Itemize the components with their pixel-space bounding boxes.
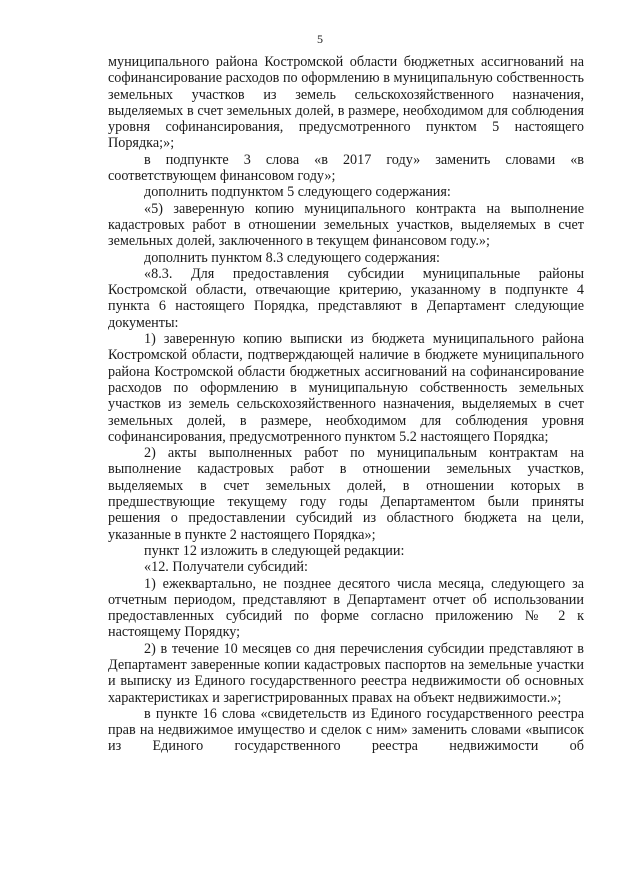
document-body bbox=[108, 54, 584, 755]
paragraph: 2) в течение 10 месяцев со дня перечисления субсидии представляют в Департамент заверенные копии кадастровых паспортов на земельные участки и выписку из Единого государственного реестра недвижимости об основных характеристиках и зарегистрированных правах на объект недвижимости.»; bbox=[108, 640, 584, 706]
paragraph: пункт 12 изложить в следующей редакции: bbox=[144, 542, 405, 559]
paragraph: в пункте 16 слова «свидетельств из Единого государственного реестра прав на недвижимое имущество и сделок с ним» заменить словами «выписок из Единого государственного реестра недвижимости об bbox=[108, 705, 584, 755]
paragraph: 2) акты выполненных работ по муниципальным контрактам на выполнение кадастровых работ в отношении земельных участков, выделяемых в счет земельных долей, в отношении которых в предшествующие текущему году годы Департаментом были приняты решения о предоставлении субсидий из областного бюджета на цели, указанные в пункте 2 настоящего Порядка»; bbox=[108, 445, 584, 543]
paragraph: дополнить подпунктом 5 следующего содержания: bbox=[144, 184, 451, 201]
page-number: 5 bbox=[317, 32, 323, 46]
paragraph: 1) ежеквартально, не позднее десятого числа месяца, следующего за отчетным периодом, представляют в Департамент отчет об использовании предоставленных субсидий по форме согласно приложению № 2 к настоящему Порядку; bbox=[108, 575, 584, 641]
paragraph: «8.3. Для предоставления субсидии муниципальные районы Костромской области, отвечающие критерию, указанному в подпункте 4 пункта 6 настоящего Порядка, представляют в Департамент следующие документы: bbox=[108, 265, 584, 331]
paragraph: «5) заверенную копию муниципального контракта на выполнение кадастровых работ в отношении земельных участков, выделяемых в счет земельных долей, заключенного в текущем финансовом году.»; bbox=[108, 200, 584, 250]
paragraph: 1) заверенную копию выписки из бюджета муниципального района Костромской области, подтверждающей наличие в бюджете муниципального района Костромской области бюджетных ассигнований на софинансирование расходов по оформлению в муниципальную собственность земельных участков из земель сельскохозяйственного назначения, выделяемых в счет земельных долей, в размере, необходимом для соблюдения уровня софинансирования, предусмотренного пунктом 5.2 настоящего Порядка; bbox=[108, 331, 584, 445]
paragraph: дополнить пунктом 8.3 следующего содержания: bbox=[144, 249, 440, 266]
paragraph: в подпункте 3 слова «в 2017 году» заменить словами «в соответствующем финансовом году»; bbox=[108, 151, 584, 185]
paragraph: муниципального района Костромской области бюджетных ассигнований на софинансирование расходов по оформлению в муниципальную собственность земельных участков из земель сельскохозяйственного назначения, выделяемых в счет земельных долей, в размере, необходимом для соблюдения уровня софинансирования, предусмотренного пунктом 5 настоящего Порядка;»; bbox=[108, 54, 584, 152]
paragraph: «12. Получатели субсидий: bbox=[144, 559, 308, 576]
